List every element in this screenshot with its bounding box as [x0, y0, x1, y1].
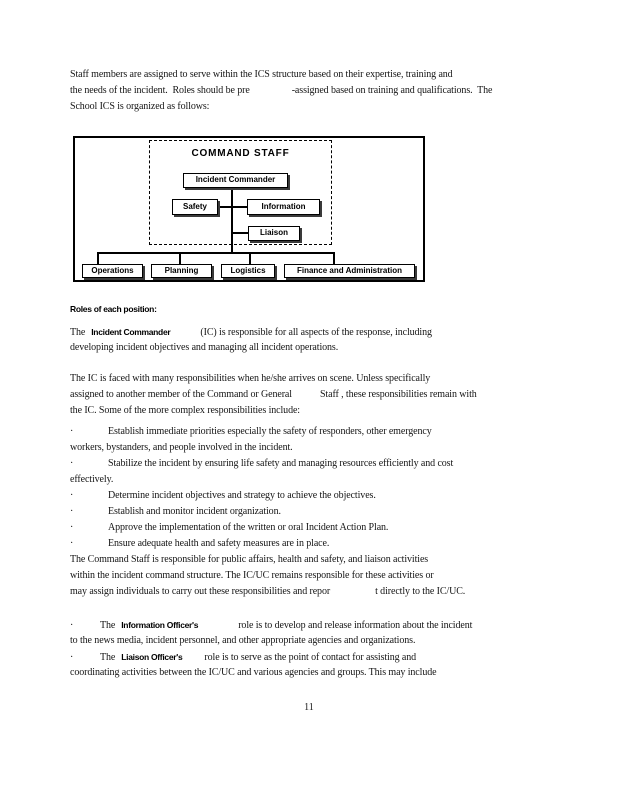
text-run: The IC is faced with many responsibilities when he/she arrives on scene. Unless specifically [70, 373, 431, 384]
list-item [70, 520, 590, 536]
conversion-gap [182, 659, 204, 660]
text-run: Approve the implementation of the written or oral Incident Action Plan. [108, 522, 389, 533]
text-run: to the news media, incident personnel, and other appropriate agencies and organizations. [70, 635, 416, 646]
conversion-gap [330, 593, 375, 594]
bullet-glyph: · [70, 538, 74, 549]
text-run: School ICS is organized as follows: [70, 101, 210, 112]
list-item [70, 456, 590, 472]
ics-org-chart [73, 136, 425, 282]
text-run: The [100, 652, 116, 663]
bullet-glyph: · [70, 620, 74, 631]
text-line [70, 67, 590, 83]
officer-roles-list [70, 617, 590, 681]
incident-commander-paragraph [70, 324, 590, 356]
incident-commander-box: Incident Commander [183, 173, 288, 188]
text-run: (IC) is responsible for all aspects of the response, including [200, 327, 432, 338]
text-run: the needs of the incident. Roles should be pre [70, 85, 250, 96]
bullet-glyph: · [70, 426, 74, 437]
text-run: The Command Staff is responsible for public affairs, health and safety, and liaison activities [70, 554, 429, 565]
page-content [70, 67, 590, 681]
text-run: role is to serve as the point of contact for assisting and [204, 652, 417, 663]
list-item-continuation [70, 633, 590, 649]
text-run: Determine incident objectives and strategy to achieve the objectives. [108, 490, 376, 501]
list-item [70, 649, 590, 665]
page-number: 11 [304, 702, 314, 713]
text-run: The [70, 327, 86, 338]
conversion-gap [170, 334, 200, 335]
text-run: Establish immediate priorities especially the safety of responders, other emergency [108, 426, 432, 437]
bullet-tab [78, 627, 100, 628]
bold-term: Information Officer's [121, 620, 199, 630]
text-run: Ensure adequate health and safety measures are in place. [108, 538, 330, 549]
connector-drop-planning [179, 252, 181, 264]
text-run: role is to develop and release information about the incident [238, 620, 473, 631]
text-line [70, 371, 590, 387]
bullet-glyph: · [70, 490, 74, 501]
text-run: -assigned based on training and qualifications. The [291, 85, 493, 96]
list-item-continuation [70, 440, 590, 456]
connector-trunk-vertical [231, 187, 233, 254]
text-run: Staff members are assigned to serve within the ICS structure based on their expertise, training and [70, 69, 453, 80]
bold-term: Liaison Officer's [121, 652, 183, 662]
safety-box: Safety [172, 199, 218, 215]
connector-drop-logistics [249, 252, 251, 264]
text-run: the IC. Some of the more complex responsibilities include: [70, 405, 300, 416]
heading-text: Roles of each position: [70, 304, 157, 314]
list-item-continuation [70, 665, 590, 681]
list-item [70, 488, 590, 504]
bullet-tab [78, 545, 108, 546]
conversion-gap [198, 627, 238, 628]
connector-drop-finance [333, 252, 335, 264]
command-staff-paragraph [70, 552, 590, 600]
text-run: assigned to another member of the Command or General [70, 389, 292, 400]
text-line [70, 324, 590, 340]
bullet-glyph: · [70, 506, 74, 517]
intro-paragraph [70, 67, 590, 115]
text-run: Establish and monitor incident organization. [108, 506, 281, 517]
bullet-tab [78, 465, 108, 466]
responsibilities-list [70, 424, 590, 552]
operations-box: Operations [82, 264, 143, 278]
bullet-glyph: · [70, 652, 74, 663]
text-run: effectively. [70, 474, 114, 485]
bullet-glyph: · [70, 458, 74, 469]
list-item [70, 504, 590, 520]
planning-box: Planning [151, 264, 212, 278]
text-run: coordinating activities between the IC/UC and various agencies and groups. This may include [70, 667, 437, 678]
text-line [70, 552, 590, 568]
bullet-tab [78, 659, 100, 660]
text-run: workers, bystanders, and people involved in the incident. [70, 442, 293, 453]
bullet-tab [78, 513, 108, 514]
connector-liaison [232, 232, 249, 234]
command-staff-title: COMMAND STAFF [191, 148, 290, 159]
text-line [70, 83, 590, 99]
text-run: Staff , these responsibilities remain with [319, 389, 477, 400]
text-run: Stabilize the incident by ensuring life safety and managing resources efficiently and cost [108, 458, 454, 469]
text-run: The [100, 620, 116, 631]
connector-bottom-horizontal [97, 252, 335, 254]
list-item [70, 424, 590, 440]
text-line [70, 403, 590, 419]
roles-heading [70, 301, 590, 317]
conversion-gap [292, 396, 320, 397]
bullet-tab [78, 529, 108, 530]
text-run: within the incident command structure. The IC/UC remains responsible for these activities or [70, 570, 434, 581]
text-run: t directly to the IC/UC. [375, 586, 466, 597]
text-line [70, 99, 590, 115]
ic-responsibilities-paragraph [70, 371, 590, 419]
bullet-tab [78, 497, 108, 498]
finance-admin-box: Finance and Administration [284, 264, 415, 278]
text-run: may assign individuals to carry out these responsibilities and repor [70, 586, 331, 597]
text-line [70, 584, 590, 600]
text-run: developing incident objectives and managing all incident operations. [70, 342, 339, 353]
bullet-tab [78, 433, 108, 434]
list-item-continuation [70, 472, 590, 488]
information-box: Information [247, 199, 320, 215]
text-line [70, 568, 590, 584]
connector-safety-information [218, 206, 248, 208]
text-line [70, 340, 590, 356]
liaison-box: Liaison [248, 226, 300, 241]
bullet-glyph: · [70, 522, 74, 533]
list-item [70, 536, 590, 552]
logistics-box: Logistics [221, 264, 275, 278]
list-item [70, 617, 590, 633]
conversion-gap [250, 92, 292, 93]
bold-term: Incident Commander [91, 327, 171, 337]
text-line [70, 387, 590, 403]
connector-drop-operations [97, 252, 99, 264]
